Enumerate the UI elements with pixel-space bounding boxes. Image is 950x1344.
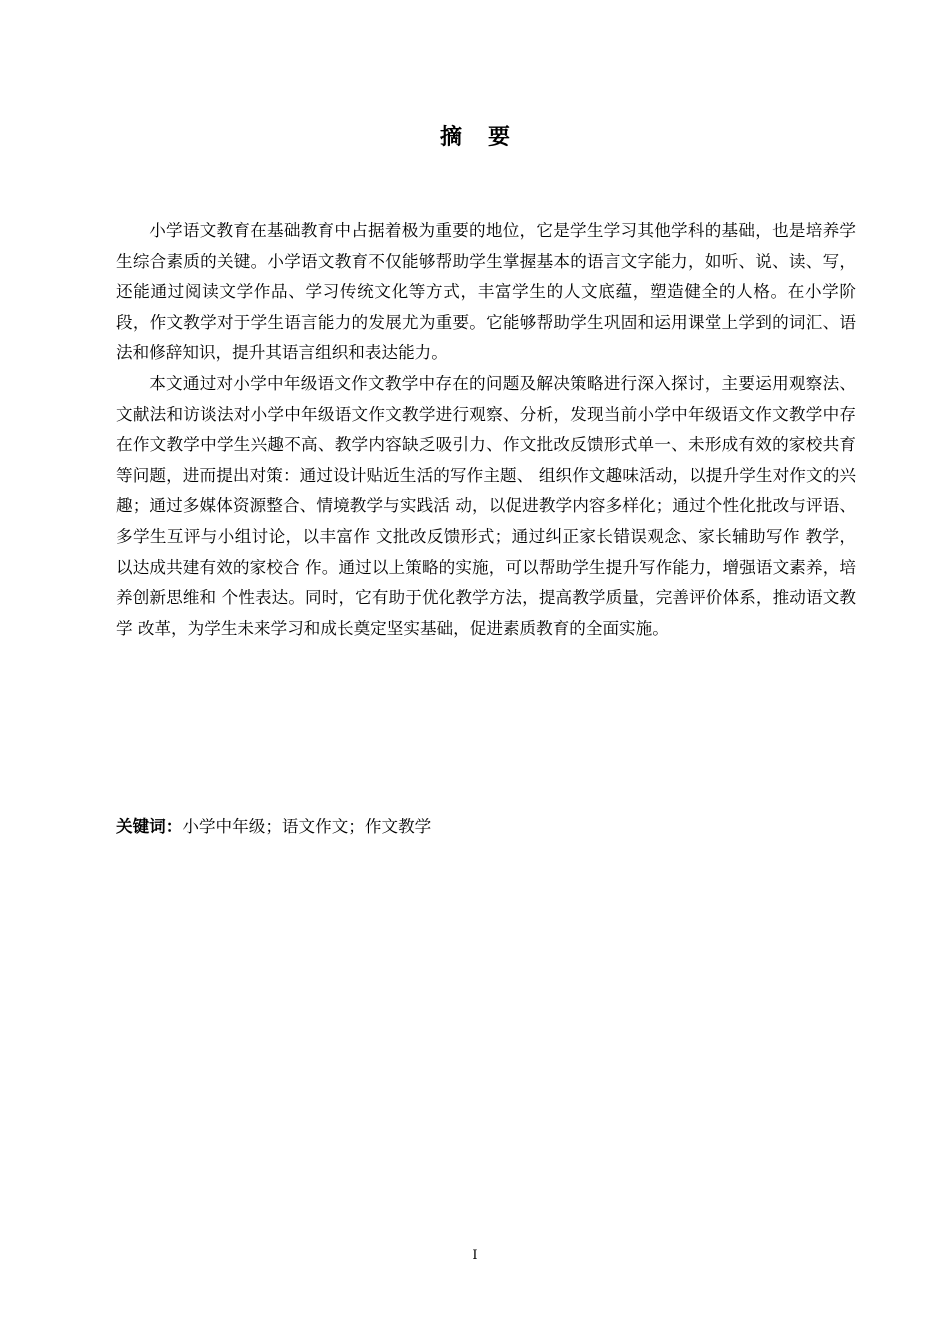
abstract-paragraph-1: 小学语文教育在基础教育中占据着极为重要的地位，它是学生学习其他学科的基础，也是培养学生综合素质的关键。小学语文教育不仅能够帮助学生掌握基本的语言文字能力，如听、说、读、写，还能通过阅读文学作品、学习传统文化等方式，丰富学生的人文底蕴，塑造健全的人格。在小学阶段，作文教学对于学生语言能力的发展尤为重要。它能够帮助学生巩固和运用课堂上学到的词汇、语法和修辞知识，提升其语言组织和表达能力。 [116,221,856,363]
abstract-title [0,122,950,154]
abstract-title-part2: 要 [488,125,511,150]
abstract-paragraph-2: 本文通过对小学中年级语文作文教学中存在的问题及解决策略进行深入探讨，主要运用观察法、文献法和访谈法对小学中年级语文作文教学进行观察、分析，发现当前小学中年级语文作文教学中存在作文教学中学生兴趣不高、教学内容缺乏吸引力、作文批改反馈形式单一、未形成有效的家校共育等问题，进而提出对策：通过设计贴近生活的写作主题、 组织作文趣味活动，以提升学生对作文的兴趣；通过多媒体资源整合、情境教学与实践活 动，以促进教学内容多样化；通过个性化批改与评语、多学生互评与小组讨论，以丰富作 文批改反馈形式；通过纠正家长错误观念、家长辅助写作 教学，以达成共建有效的家校合 作。通过以上策略的实施，可以帮助学生提升写作能力，增强语文素养，培养创新思维和 个性表达。同时，它有助于优化教学方法，提高教学质量，完善评价体系，推动语文教学 改革，为学生未来学习和成长奠定坚实基础，促进素质教育的全面实施。 [116,373,856,638]
page-number: I [472,1248,478,1263]
keywords-label: 关键词： [116,817,183,836]
abstract-body [116,216,856,644]
keywords-value: 小学中年级；语文作文；作文教学 [182,817,432,836]
keywords-line [116,812,856,842]
abstract-title-part1: 摘 [439,125,462,150]
